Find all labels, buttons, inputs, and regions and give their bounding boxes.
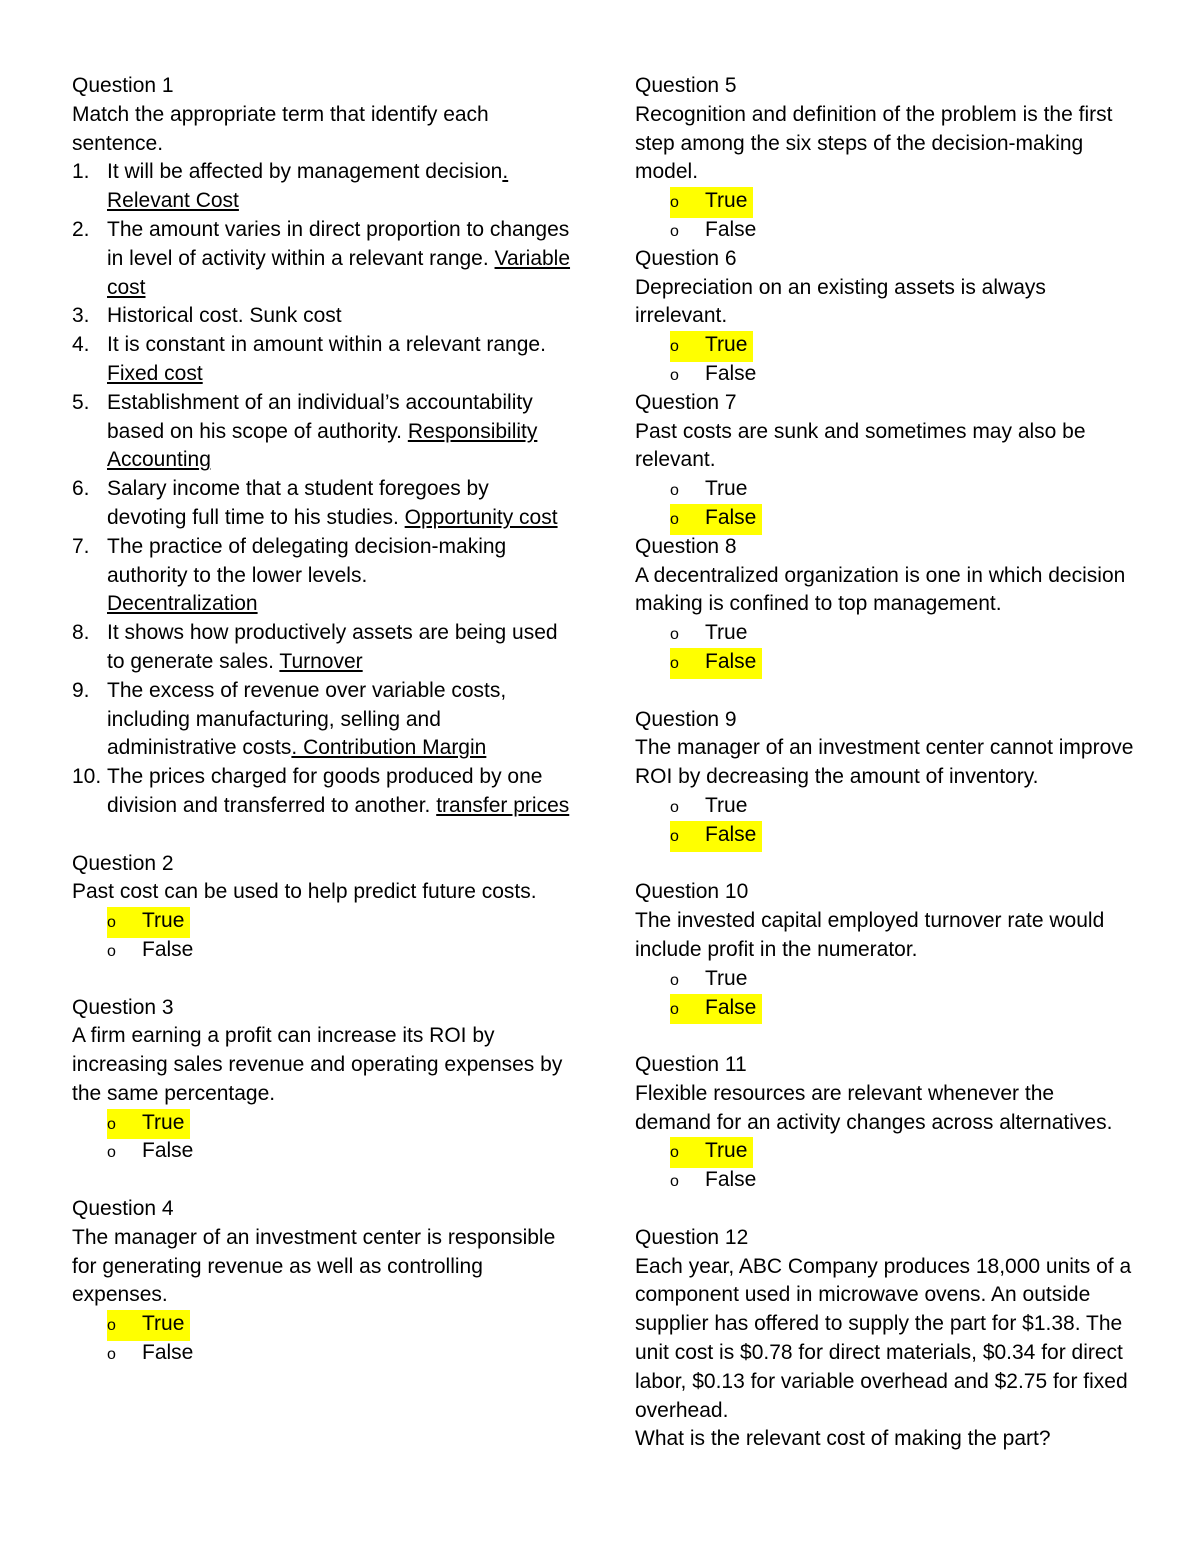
question-text: Past cost can be used to help predict future costs. [72, 880, 537, 904]
question-title: Question 9 [635, 707, 737, 731]
option-false[interactable] [635, 994, 1135, 1023]
option-true[interactable] [635, 1137, 1135, 1166]
item-number: 7. [72, 534, 90, 558]
left-column [72, 72, 572, 1368]
item-answer: transfer prices [436, 793, 570, 817]
question-10 [635, 878, 1135, 1022]
radio-circle-icon: o [670, 510, 679, 528]
options-list [635, 1137, 1135, 1195]
option-label: False [705, 217, 757, 241]
item-answer: Variable cost [107, 246, 571, 299]
option-false[interactable] [635, 216, 1135, 245]
option-label: True [705, 477, 748, 501]
option-label: True [705, 333, 748, 357]
item-answer: Fixed cost [107, 361, 203, 385]
option-label: False [705, 995, 757, 1019]
question-text: A decentralized organization is one in which decision making is confined to top management. [635, 563, 1126, 616]
item-number: 8. [72, 621, 90, 645]
item-answer: Turnover [279, 649, 363, 673]
question-12 [635, 1224, 1135, 1454]
question-text: Recognition and definition of the problem is the first step among the six steps of the decision-making model. [635, 102, 1113, 184]
item-text: The amount varies in direct proportion to changes in level of activity within a relevant range. [107, 217, 570, 270]
question-6 [635, 245, 1135, 389]
item-text: Historical cost. Sunk cost [107, 304, 342, 328]
question-title: Question 10 [635, 880, 749, 904]
list-item [72, 216, 572, 302]
question-2 [72, 850, 572, 965]
options-list [72, 1109, 572, 1167]
item-number: 1. [72, 160, 90, 184]
list-item [72, 331, 572, 389]
option-false[interactable] [635, 360, 1135, 389]
item-answer: Opportunity cost [404, 505, 558, 529]
option-label: False [142, 937, 194, 961]
question-text: Flexible resources are relevant whenever the demand for an activity changes across alternatives. [635, 1081, 1113, 1134]
question-text: Each year, ABC Company produces 18,000 units of a component used in microwave ovens. An outside supplier has offered to supply the part for $1.38. The unit cost is $0.78 for direct materials, $0.34 for direct labor, $0.13 for variable overhead and $2.75 for fixed overhead. [635, 1254, 1132, 1422]
option-label: True [705, 189, 748, 213]
option-label: True [705, 966, 748, 990]
option-true[interactable] [72, 907, 572, 936]
matching-list [72, 158, 572, 820]
radio-circle-icon: o [107, 1346, 116, 1364]
radio-circle-icon: o [670, 827, 679, 845]
question-title: Question 5 [635, 74, 737, 97]
radio-circle-icon: o [670, 366, 679, 384]
list-item [72, 302, 572, 331]
radio-circle-icon: o [107, 1317, 116, 1335]
list-item [72, 677, 572, 763]
option-label: False [705, 1168, 757, 1192]
list-item [72, 475, 572, 533]
question-11 [635, 1051, 1135, 1195]
radio-circle-icon: o [670, 1173, 679, 1191]
options-list [635, 475, 1135, 533]
item-text: The prices charged for goods produced by one division and transferred to another. [107, 765, 543, 817]
right-column [635, 72, 1135, 1454]
item-answer: Responsibility Accounting [107, 419, 538, 472]
item-text: It shows how productively assets are being used to generate sales. [107, 621, 558, 673]
list-item [72, 158, 572, 216]
item-number: 10. [72, 765, 102, 789]
radio-circle-icon: o [107, 942, 116, 960]
radio-circle-icon: o [670, 338, 679, 356]
option-false[interactable] [635, 648, 1135, 677]
item-text: It is constant in amount within a relevant range. [107, 333, 546, 357]
item-answer: Relevant Cost [107, 189, 239, 213]
item-text: The excess of revenue over variable costs, including manufacturing, selling and administrative costs [107, 678, 507, 760]
list-item [72, 763, 572, 821]
option-label: False [705, 505, 757, 529]
radio-circle-icon: o [670, 654, 679, 672]
question-text: Past costs are sunk and sometimes may also be relevant. [635, 419, 1086, 472]
options-list [635, 619, 1135, 677]
question-text: The manager of an investment center cannot improve ROI by decreasing the amount of inventory. [635, 736, 1134, 789]
list-item [72, 533, 572, 619]
item-number: 2. [72, 217, 90, 241]
radio-circle-icon: o [670, 626, 679, 644]
option-true[interactable] [635, 792, 1135, 821]
option-label: False [705, 649, 757, 673]
list-item [72, 619, 572, 677]
question-title: Question 6 [635, 246, 737, 270]
item-text: The practice of delegating decision-making authority to the lower levels. [107, 534, 507, 587]
options-list [635, 331, 1135, 389]
question-title: Question 3 [72, 995, 174, 1019]
question-title: Question 4 [72, 1197, 174, 1221]
item-answer: Decentralization [107, 592, 258, 616]
option-true[interactable] [635, 475, 1135, 504]
option-label: False [142, 1139, 194, 1163]
option-true[interactable] [635, 965, 1135, 994]
item-dot: . [502, 160, 509, 184]
question-title: Question 1 [72, 74, 174, 97]
option-false[interactable] [635, 1166, 1135, 1195]
option-true[interactable] [635, 331, 1135, 360]
radio-circle-icon: o [107, 1115, 116, 1133]
option-label: True [705, 1139, 748, 1163]
option-true[interactable] [72, 1109, 572, 1138]
item-number: 3. [72, 304, 90, 328]
item-answer: . Contribution Margin [291, 736, 487, 760]
options-list [72, 907, 572, 965]
item-text: Establishment of an individual’s accountability based on his scope of authority. [107, 390, 533, 443]
radio-circle-icon: o [107, 914, 116, 932]
options-list [635, 792, 1135, 850]
option-false[interactable] [635, 504, 1135, 533]
item-text: It will be affected by management decision [107, 160, 503, 184]
radio-circle-icon: o [107, 1144, 116, 1162]
option-label: True [142, 1312, 185, 1336]
option-label: False [705, 361, 757, 385]
question-1 [72, 72, 572, 821]
question-4 [72, 1195, 572, 1368]
item-number: 4. [72, 333, 90, 357]
question-title: Question 2 [72, 851, 174, 875]
question-title: Question 7 [635, 390, 737, 414]
option-false[interactable] [635, 821, 1135, 850]
option-label: True [142, 1110, 185, 1134]
options-list [72, 1310, 572, 1368]
option-false[interactable] [72, 1339, 572, 1368]
option-true[interactable] [635, 619, 1135, 648]
option-label: True [142, 909, 185, 933]
radio-circle-icon: o [670, 482, 679, 500]
options-list [635, 965, 1135, 1023]
option-label: False [705, 822, 757, 846]
question-5 [635, 72, 1135, 245]
question-9 [635, 706, 1135, 850]
radio-circle-icon: o [670, 1000, 679, 1018]
question-text: The invested capital employed turnover rate would include profit in the numerator. [635, 909, 1105, 961]
options-list [635, 187, 1135, 245]
question-7 [635, 389, 1135, 533]
question-title: Question 11 [635, 1053, 747, 1077]
option-false[interactable] [72, 1137, 572, 1166]
item-text: Salary income that a student foregoes by devoting full time to his studies. [107, 477, 489, 529]
option-true[interactable] [635, 187, 1135, 216]
question-title: Question 12 [635, 1225, 749, 1249]
question-text: The manager of an investment center is responsible for generating revenue as well as controlling expenses. [72, 1225, 556, 1307]
item-number: 6. [72, 477, 90, 501]
radio-circle-icon: o [670, 1144, 679, 1162]
radio-circle-icon: o [670, 971, 679, 989]
option-true[interactable] [72, 1310, 572, 1339]
option-false[interactable] [72, 936, 572, 965]
list-item [72, 389, 572, 475]
radio-circle-icon: o [670, 798, 679, 816]
question-3 [72, 994, 572, 1167]
question-prompt: What is the relevant cost of making the part? [635, 1427, 1051, 1451]
option-label: True [705, 621, 748, 645]
question-text: Depreciation on an existing assets is always irrelevant. [635, 275, 1046, 328]
question-8 [635, 533, 1135, 677]
question-text: Match the appropriate term that identify each sentence. [72, 102, 489, 155]
option-label: False [142, 1341, 194, 1365]
item-number: 5. [72, 390, 90, 414]
radio-circle-icon: o [670, 194, 679, 212]
radio-circle-icon: o [670, 222, 679, 240]
option-label: True [705, 793, 748, 817]
question-title: Question 8 [635, 534, 737, 558]
item-number: 9. [72, 678, 90, 702]
question-text: A firm earning a profit can increase its ROI by increasing sales revenue and operating expenses by the same percentage. [72, 1024, 563, 1105]
